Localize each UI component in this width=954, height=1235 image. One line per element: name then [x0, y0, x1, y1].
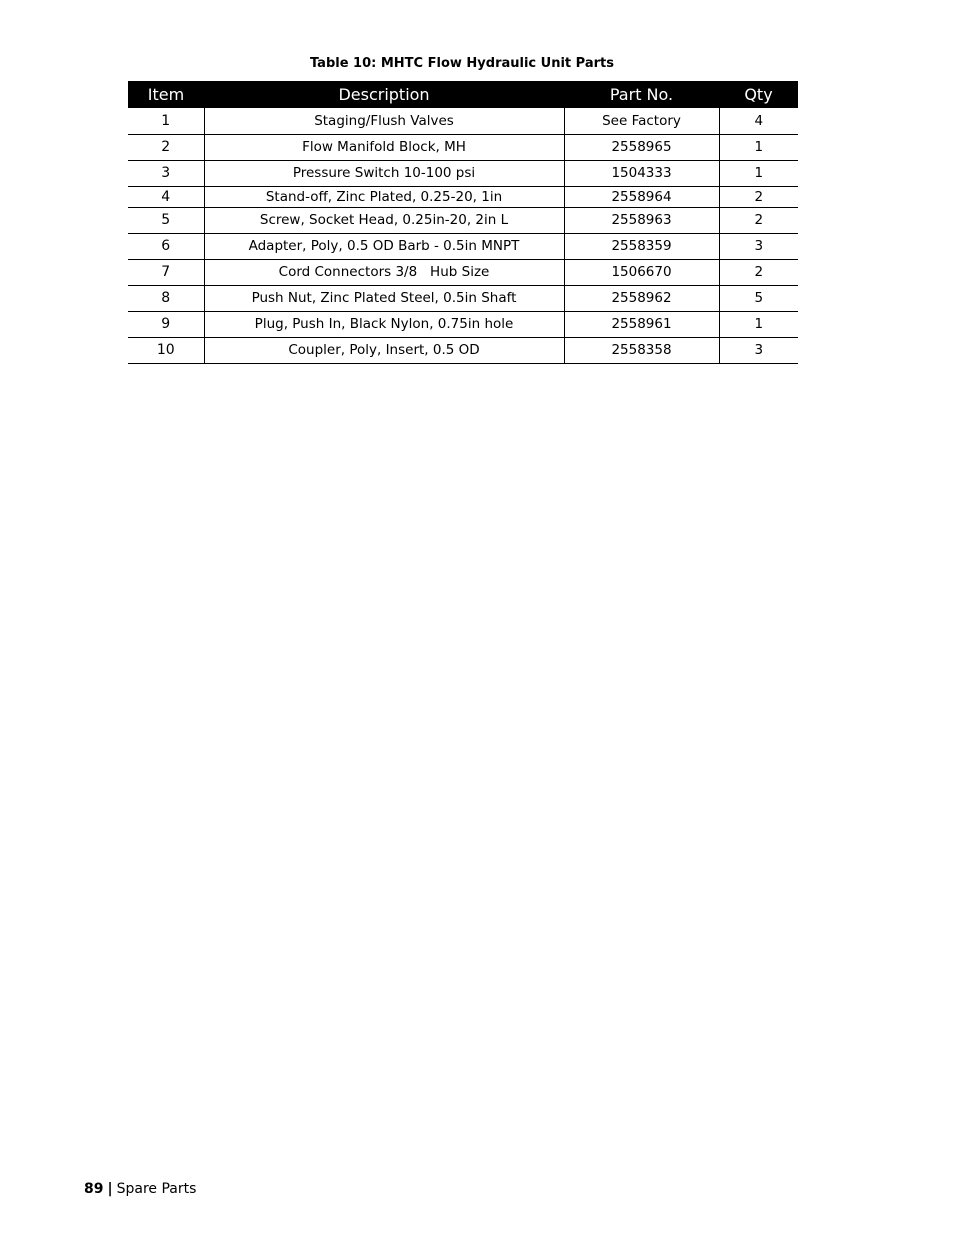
- table-caption: Table 10: MHTC Flow Hydraulic Unit Parts: [309, 56, 614, 71]
- cell-description: Adapter, Poly, 0.5 OD Barb - 0.5in MNPT: [204, 233, 564, 259]
- header-item: Item: [128, 81, 204, 108]
- cell-qty: 3: [719, 337, 798, 363]
- table-row: [128, 337, 798, 363]
- table-row: [128, 259, 798, 285]
- cell-item: 6: [128, 233, 204, 259]
- cell-description: Push Nut, Zinc Plated Steel, 0.5in Shaft: [204, 285, 564, 311]
- cell-description: Cord Connectors 3/8 Hub Size: [204, 259, 564, 285]
- cell-part-no: 2558965: [564, 134, 719, 160]
- table-row: [128, 207, 798, 233]
- table-row: [128, 311, 798, 337]
- cell-part-no: 1506670: [564, 259, 719, 285]
- cell-item: 10: [128, 337, 204, 363]
- cell-qty: 1: [719, 160, 798, 186]
- cell-qty: 1: [719, 311, 798, 337]
- table-row: [128, 160, 798, 186]
- header-qty: Qty: [719, 81, 798, 108]
- cell-item: 8: [128, 285, 204, 311]
- table-row: [128, 285, 798, 311]
- cell-description: Pressure Switch 10-100 psi: [204, 160, 564, 186]
- cell-description: Stand-off, Zinc Plated, 0.25-20, 1in: [204, 186, 564, 207]
- cell-part-no: 2558961: [564, 311, 719, 337]
- cell-part-no: 2558359: [564, 233, 719, 259]
- cell-item: 1: [128, 108, 204, 134]
- cell-qty: 3: [719, 233, 798, 259]
- cell-item: 7: [128, 259, 204, 285]
- cell-part-no: 2558964: [564, 186, 719, 207]
- cell-part-no: 2558962: [564, 285, 719, 311]
- header-description: Description: [204, 81, 564, 108]
- cell-description: Coupler, Poly, Insert, 0.5 OD: [204, 337, 564, 363]
- cell-item: 2: [128, 134, 204, 160]
- parts-table: [128, 81, 798, 364]
- cell-item: 4: [128, 186, 204, 207]
- table-row: [128, 108, 798, 134]
- cell-description: Flow Manifold Block, MH: [204, 134, 564, 160]
- cell-item: 9: [128, 311, 204, 337]
- page-footer: [84, 1181, 196, 1197]
- header-part-no: Part No.: [564, 81, 719, 108]
- table-row: [128, 233, 798, 259]
- cell-qty: 5: [719, 285, 798, 311]
- table-header-row: [128, 81, 798, 108]
- cell-item: 3: [128, 160, 204, 186]
- table-row: [128, 186, 798, 207]
- cell-part-no: 1504333: [564, 160, 719, 186]
- cell-part-no: 2558358: [564, 337, 719, 363]
- cell-qty: 2: [719, 186, 798, 207]
- cell-qty: 2: [719, 207, 798, 233]
- table-row: [128, 134, 798, 160]
- cell-item: 5: [128, 207, 204, 233]
- cell-part-no: 2558963: [564, 207, 719, 233]
- section-name: Spare Parts: [116, 1181, 197, 1197]
- cell-description: Screw, Socket Head, 0.25in-20, 2in L: [204, 207, 564, 233]
- page-number: 89: [84, 1181, 104, 1197]
- cell-description: Staging/Flush Valves: [204, 108, 564, 134]
- cell-part-no: See Factory: [564, 108, 719, 134]
- cell-description: Plug, Push In, Black Nylon, 0.75in hole: [204, 311, 564, 337]
- cell-qty: 1: [719, 134, 798, 160]
- footer-separator: |: [107, 1181, 113, 1197]
- cell-qty: 2: [719, 259, 798, 285]
- cell-qty: 4: [719, 108, 798, 134]
